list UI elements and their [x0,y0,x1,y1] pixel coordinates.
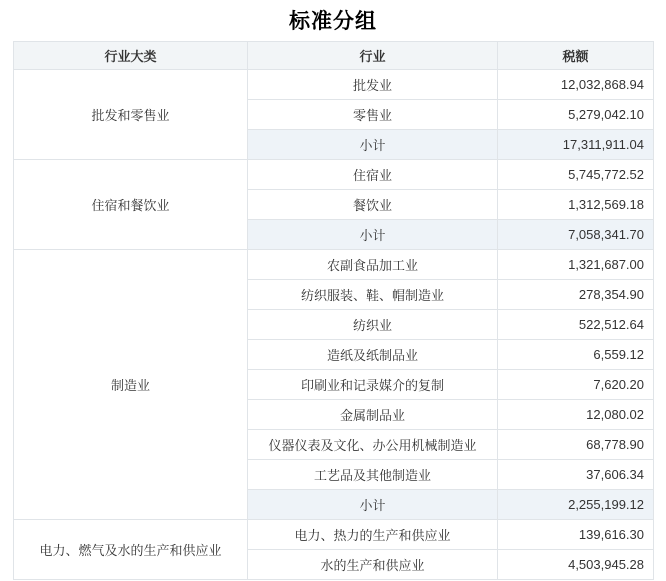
table-row [14,160,654,190]
industry-cell: 仪器仪表及文化、办公用机械制造业 [248,430,498,460]
amount-cell: 68,778.90 [498,430,654,460]
industry-cell: 农副食品加工业 [248,250,498,280]
table-row [14,70,654,100]
category-cell: 电力、燃气及水的生产和供应业 [14,520,248,580]
subtotal-amount-cell: 2,255,199.12 [498,490,654,520]
amount-cell: 37,606.34 [498,460,654,490]
standard-group-table [13,41,654,580]
amount-cell: 7,620.20 [498,370,654,400]
header-row [14,42,654,70]
amount-cell: 12,080.02 [498,400,654,430]
subtotal-label-cell: 小计 [248,490,498,520]
header-industry-category: 行业大类 [14,42,248,70]
amount-cell: 278,354.90 [498,280,654,310]
subtotal-label-cell: 小计 [248,130,498,160]
category-cell: 住宿和餐饮业 [14,160,248,250]
amount-cell: 6,559.12 [498,340,654,370]
industry-cell: 住宿业 [248,160,498,190]
industry-cell: 餐饮业 [248,190,498,220]
category-cell: 批发和零售业 [14,70,248,160]
industry-cell: 纺织业 [248,310,498,340]
amount-cell: 1,321,687.00 [498,250,654,280]
header-tax-amount: 税额 [498,42,654,70]
table-row [14,250,654,280]
subtotal-label-cell: 小计 [248,220,498,250]
industry-cell: 批发业 [248,70,498,100]
page-title: 标准分组 [289,10,377,33]
amount-cell: 1,312,569.18 [498,190,654,220]
header-industry: 行业 [248,42,498,70]
table-row [14,520,654,550]
category-cell: 制造业 [14,250,248,520]
subtotal-amount-cell: 17,311,911.04 [498,130,654,160]
amount-cell: 139,616.30 [498,520,654,550]
industry-cell: 水的生产和供应业 [248,550,498,580]
amount-cell: 4,503,945.28 [498,550,654,580]
industry-cell: 电力、热力的生产和供应业 [248,520,498,550]
industry-cell: 印刷业和记录媒介的复制 [248,370,498,400]
subtotal-amount-cell: 7,058,341.70 [498,220,654,250]
amount-cell: 12,032,868.94 [498,70,654,100]
industry-cell: 纺织服装、鞋、帽制造业 [248,280,498,310]
amount-cell: 522,512.64 [498,310,654,340]
industry-cell: 造纸及纸制品业 [248,340,498,370]
industry-cell: 零售业 [248,100,498,130]
industry-cell: 金属制品业 [248,400,498,430]
industry-cell: 工艺品及其他制造业 [248,460,498,490]
amount-cell: 5,279,042.10 [498,100,654,130]
amount-cell: 5,745,772.52 [498,160,654,190]
